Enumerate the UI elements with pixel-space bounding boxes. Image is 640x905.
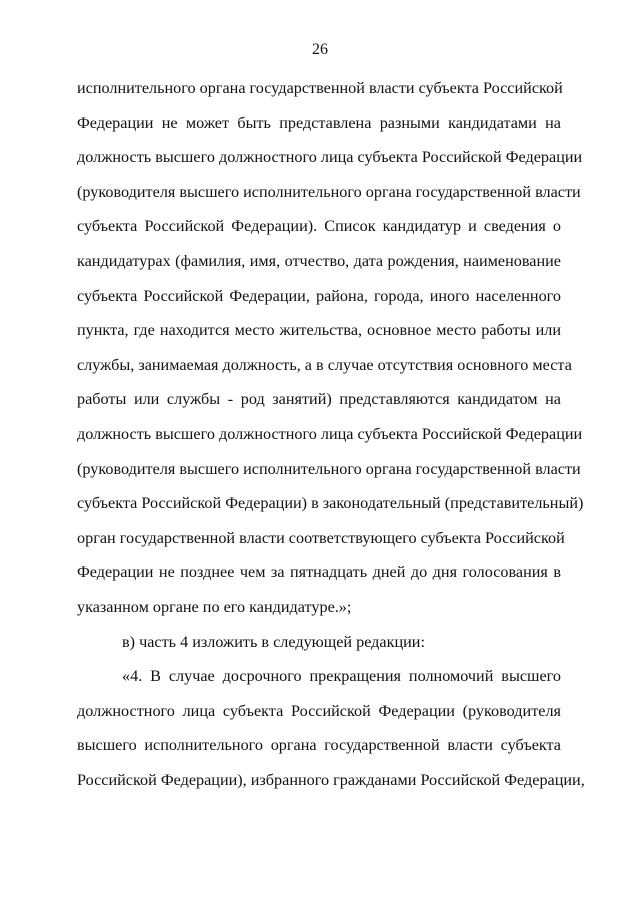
text-line: должность высшего должностного лица субъекта Российской Федерации	[77, 424, 583, 443]
page-number: 26	[312, 41, 328, 58]
text-line: указанном органе по его кандидатуре.»;	[77, 597, 352, 616]
text-line: орган государственной власти соответствующего субъекта Российской	[77, 528, 565, 547]
text-line: кандидатурах (фамилия, имя, отчество, дата рождения, наименование	[77, 251, 561, 270]
text-line: субъекта Российской Федерации) в законодательный (представительный)	[77, 494, 584, 513]
text-line: (руководителя высшего исполнительного органа государственной власти	[77, 182, 581, 201]
text-line: службы, занимаемая должность, а в случае отсутствия основного места	[77, 355, 572, 374]
paragraph	[77, 631, 561, 666]
text-line: высшего исполнительного органа государственной власти субъекта	[77, 736, 561, 755]
text-line: в) часть 4 изложить в следующей редакции:	[122, 632, 425, 651]
document-body	[77, 77, 585, 803]
text-line: Федерации не может быть представлена разными кандидатами на	[77, 113, 561, 132]
text-line: работы или службы - род занятий) представляются кандидатом на	[77, 390, 561, 409]
paragraph	[77, 665, 585, 803]
text-line: исполнительного органа государственной власти субъекта Российской	[77, 79, 563, 97]
text-line: субъекта Российской Федерации, района, города, иного населенного	[77, 286, 561, 305]
text-line: субъекта Российской Федерации). Список кандидатур и сведения о	[77, 217, 561, 236]
text-line: «4. В случае досрочного прекращения полномочий высшего	[122, 667, 561, 686]
text-line: должностного лица субъекта Российской Федерации (руководителя	[77, 701, 561, 720]
text-line: должность высшего должностного лица субъекта Российской Федерации	[77, 148, 583, 167]
text-line: (руководителя высшего исполнительного органа государственной власти	[77, 459, 581, 478]
text-line: Федерации не позднее чем за пятнадцать дней до дня голосования в	[77, 563, 561, 582]
text-line: пункта, где находится место жительства, основное место работы или	[77, 321, 561, 340]
paragraph	[77, 77, 584, 631]
text-line: Российской Федерации), избранного гражданами Российской Федерации,	[77, 770, 585, 789]
